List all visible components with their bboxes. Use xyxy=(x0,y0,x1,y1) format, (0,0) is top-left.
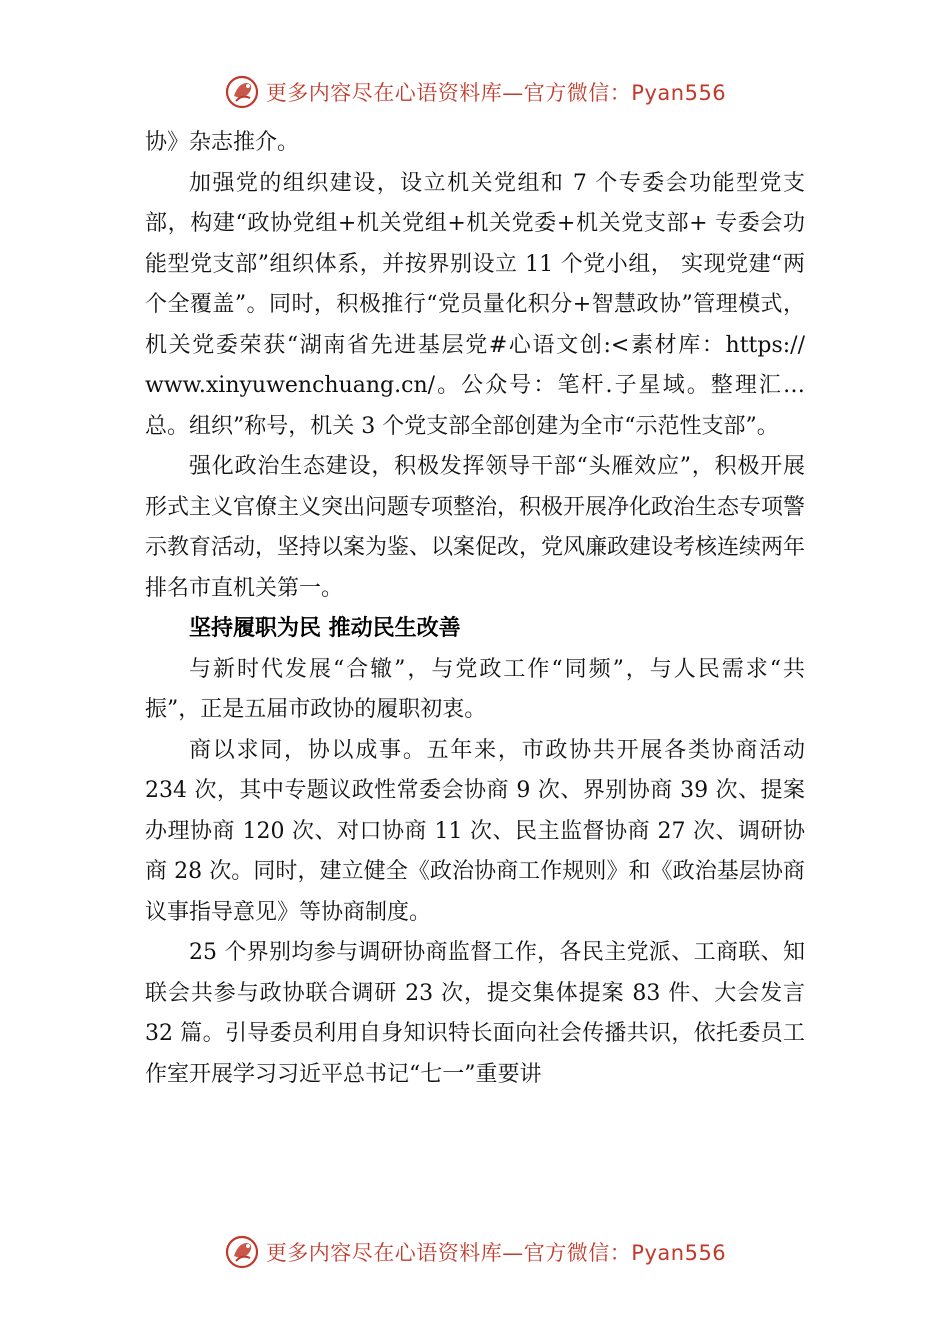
footer-banner xyxy=(0,1232,950,1272)
paragraph-2: 加强党的组织建设，设立机关党组和 7 个专委会功能型党支部，构建“政协党组+机关党组+机关党委+机关党支部+ 专委会功能型党支部”组织体系，并按界别设立 11 个党小组， 实现党建“两个全覆盖”。同时，积极推行“党员量化积分+智慧政协”管理模式，机关党委荣获“湖南省先进基层党#心语文创:<素材库：https:// www.xinyuwenchuang.cn/。公众号：笔杆.子星域。整理汇…总。组织”称号，机关 3 个党支部全部创建为全市“示范性支部”。 xyxy=(145,170,805,439)
paragraph-4: 与新时代发展“合辙”，与党政工作“同频”，与人民需求“共振”，正是五届市政协的履职初衷。 xyxy=(145,656,805,722)
xinyu-logo-icon xyxy=(224,1234,260,1270)
paragraph-6: 25 个界别均参与调研协商监督工作，各民主党派、工商联、知联会共参与政协联合调研 23 次，提交集体提案 83 件、大会发言 32 篇。引导委员利用自身知识特长面向社会传播共识，依托委员工作室开展学习习近平总书记“七一”重要讲 xyxy=(145,940,805,1087)
paragraph-1: 协》杂志推介。 xyxy=(145,130,300,155)
paragraph-5: 商以求同，协以成事。五年来，市政协共开展各类协商活动 234 次，其中专题议政性常委会协商 9 次、界别协商 39 次、提案办理协商 120 次、对口协商 11 次、民主监督协商 27 次、调研协商 28 次。同时，建立健全《政治协商工作规则》和《政治基层协商议事指导意见》等协商制度。 xyxy=(145,737,805,925)
header-banner-text: 更多内容尽在心语资料库—官方微信：Pyan556 xyxy=(265,81,727,105)
document-body xyxy=(145,123,805,1095)
section-heading: 坚持履职为民 推动民生改善 xyxy=(189,616,461,641)
footer-banner-text: 更多内容尽在心语资料库—官方微信：Pyan556 xyxy=(265,1241,727,1265)
header-banner xyxy=(0,72,950,112)
paragraph-3: 强化政治生态建设，积极发挥领导干部“头雁效应”，积极开展形式主义官僚主义突出问题专项整治，积极开展净化政治生态专项警示教育活动，坚持以案为鉴、以案促改，党风廉政建设考核连续两年排名市直机关第一。 xyxy=(145,454,806,601)
xinyu-logo-icon xyxy=(224,74,260,110)
